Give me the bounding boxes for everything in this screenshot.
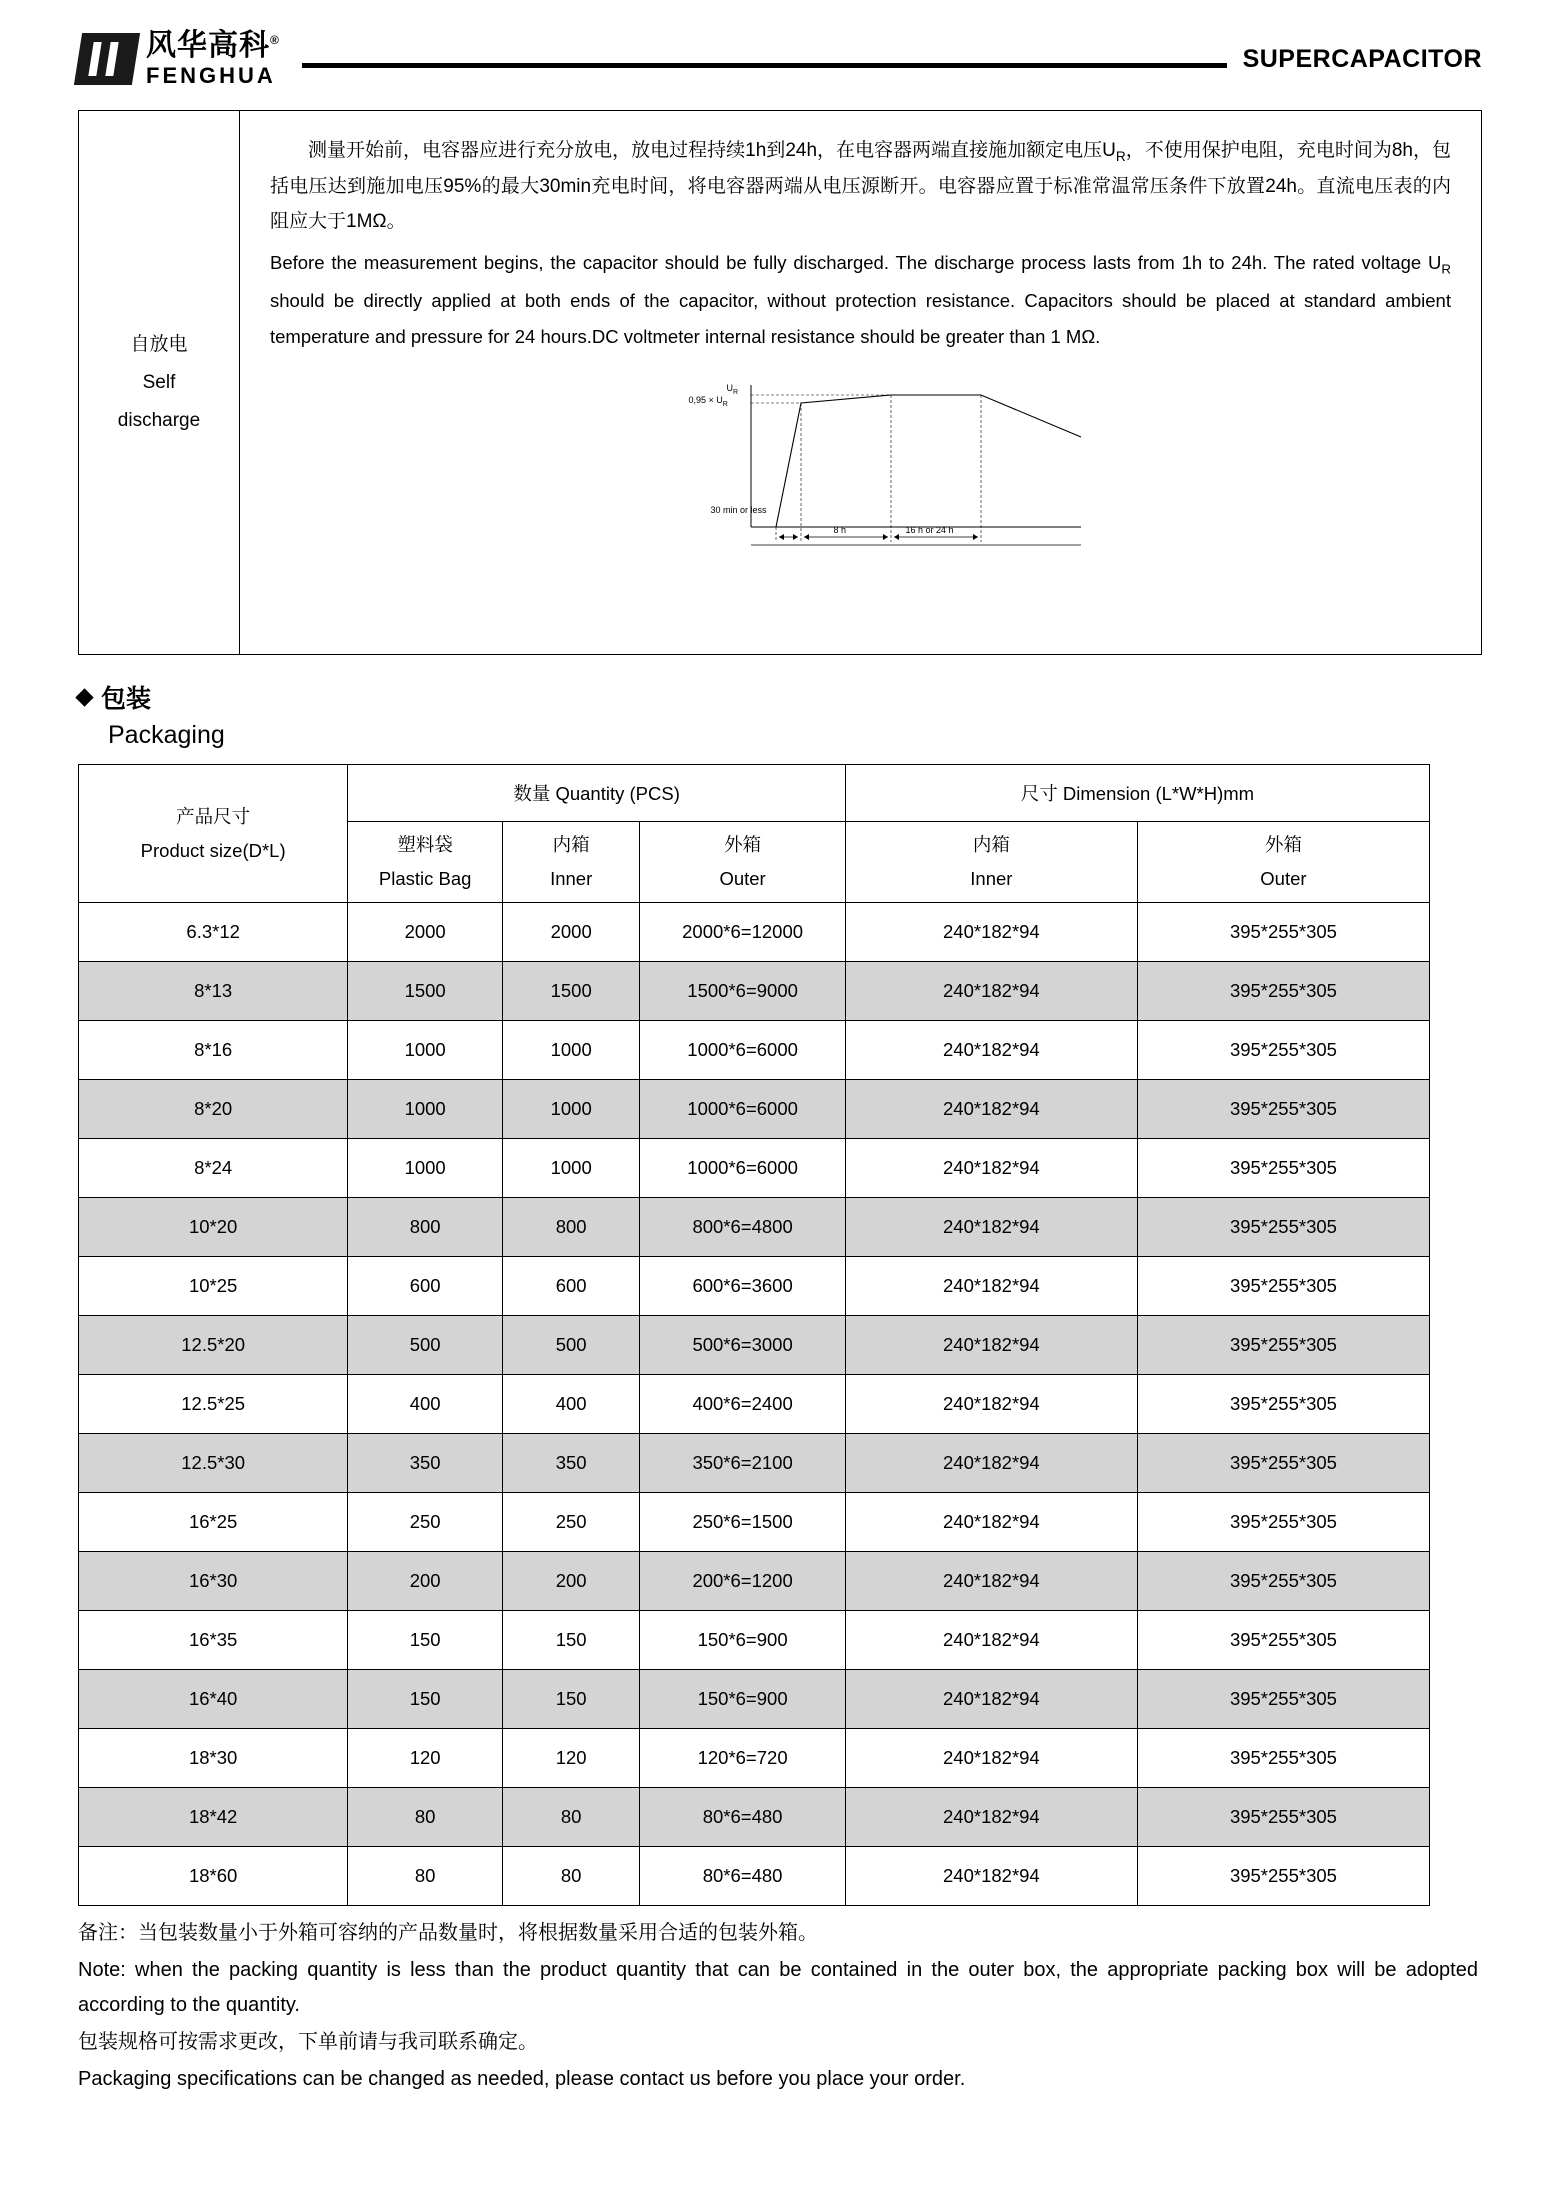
cell-qty-inner: 800: [502, 1198, 639, 1257]
cell-dim-outer: 395*255*305: [1137, 1375, 1429, 1434]
logo-english-name: FENGHUA: [146, 63, 276, 88]
header-dim-outer-en: Outer: [1260, 868, 1307, 890]
packaging-table: [78, 764, 1430, 1906]
cell-qty-plastic-bag: 200: [348, 1552, 503, 1611]
page-header: [78, 0, 1482, 96]
cell-qty-inner: 250: [502, 1493, 639, 1552]
header-qty-plastic-bag-cn: 塑料袋: [397, 834, 453, 855]
cell-qty-plastic-bag: 600: [348, 1257, 503, 1316]
cell-dim-inner: 240*182*94: [845, 1375, 1137, 1434]
cell-dim-outer: 395*255*305: [1137, 1139, 1429, 1198]
cell-qty-inner: 350: [502, 1434, 639, 1493]
table-row: [79, 1729, 1430, 1788]
table-row: [79, 1788, 1430, 1847]
cell-dim-inner: 240*182*94: [845, 1670, 1137, 1729]
notes-section: [78, 1916, 1478, 2097]
cell-qty-outer: 250*6=1500: [640, 1493, 846, 1552]
cell-dim-outer: 395*255*305: [1137, 1316, 1429, 1375]
cell-qty-outer: 1000*6=6000: [640, 1021, 846, 1080]
cell-qty-inner: 150: [502, 1611, 639, 1670]
header-divider: [302, 63, 1227, 68]
table-row: [79, 1139, 1430, 1198]
cell-qty-plastic-bag: 120: [348, 1729, 503, 1788]
cell-product-size: 12.5*20: [79, 1316, 348, 1375]
cell-qty-plastic-bag: 250: [348, 1493, 503, 1552]
self-discharge-content: [240, 111, 1481, 654]
cell-qty-outer: 500*6=3000: [640, 1316, 846, 1375]
cell-qty-plastic-bag: 1500: [348, 962, 503, 1021]
cell-qty-plastic-bag: 1000: [348, 1080, 503, 1139]
header-qty-inner-en: Inner: [550, 868, 593, 890]
cell-product-size: 16*25: [79, 1493, 348, 1552]
sd-cn-part1: 测量开始前，电容器应进行充分放电，放电过程持续1h到24h，在电容器两端直接施加额定电压U: [308, 140, 1116, 161]
cell-qty-outer: 150*6=900: [640, 1611, 846, 1670]
cell-qty-outer: 80*6=480: [640, 1847, 846, 1906]
cell-qty-outer: 80*6=480: [640, 1788, 846, 1847]
header-dim-outer-cn: 外箱: [1264, 834, 1302, 855]
cell-qty-inner: 1500: [502, 962, 639, 1021]
table-row: [79, 1021, 1430, 1080]
cell-qty-outer: 120*6=720: [640, 1729, 846, 1788]
sd-en-sub: R: [1441, 262, 1451, 278]
cell-dim-inner: 240*182*94: [845, 1493, 1137, 1552]
cell-qty-outer: 600*6=3600: [640, 1257, 846, 1316]
header-qty-outer-en: Outer: [719, 868, 766, 890]
note-2-en: Packaging specifications can be changed as needed, please contact us before you place your order.: [78, 2068, 966, 2091]
cell-dim-inner: 240*182*94: [845, 1434, 1137, 1493]
self-discharge-chart-svg: [688, 377, 1111, 562]
cell-dim-outer: 395*255*305: [1137, 1788, 1429, 1847]
sd-en-part1: Before the measurement begins, the capacitor should be fully discharged. The discharge process lasts from 1h to 24h. The rated voltage U: [270, 252, 1442, 274]
cell-qty-outer: 1000*6=6000: [640, 1080, 846, 1139]
header-title: SUPERCAPACITOR: [1242, 44, 1482, 73]
self-discharge-section: [78, 110, 1482, 655]
note-2-cn: 包装规格可按需求更改，下单前请与我司联系确定。: [78, 2031, 538, 2054]
table-row: [79, 903, 1430, 962]
cell-dim-inner: 240*182*94: [845, 1257, 1137, 1316]
cell-qty-inner: 1000: [502, 1080, 639, 1139]
cell-dim-inner: 240*182*94: [845, 1198, 1137, 1257]
cell-qty-plastic-bag: 150: [348, 1611, 503, 1670]
cell-product-size: 12.5*25: [79, 1375, 348, 1434]
cell-dim-outer: 395*255*305: [1137, 1198, 1429, 1257]
cell-qty-inner: 200: [502, 1552, 639, 1611]
table-row: [79, 1080, 1430, 1139]
cell-product-size: 12.5*30: [79, 1434, 348, 1493]
table-row: [79, 1847, 1430, 1906]
cell-dim-outer: 395*255*305: [1137, 962, 1429, 1021]
cell-product-size: 8*20: [79, 1080, 348, 1139]
cell-dim-outer: 395*255*305: [1137, 1670, 1429, 1729]
cell-qty-plastic-bag: 400: [348, 1375, 503, 1434]
cell-qty-plastic-bag: 2000: [348, 903, 503, 962]
cell-dim-inner: 240*182*94: [845, 1552, 1137, 1611]
table-row: [79, 1257, 1430, 1316]
cell-product-size: 16*35: [79, 1611, 348, 1670]
cell-qty-inner: 600: [502, 1257, 639, 1316]
cell-dim-inner: 240*182*94: [845, 1729, 1137, 1788]
cell-product-size: 6.3*12: [79, 903, 348, 962]
table-row: [79, 1434, 1430, 1493]
cell-dim-inner: 240*182*94: [845, 1611, 1137, 1670]
cell-dim-inner: 240*182*94: [845, 1139, 1137, 1198]
cell-qty-inner: 150: [502, 1670, 639, 1729]
header-qty-outer-cn: 外箱: [724, 834, 762, 855]
cell-qty-outer: 150*6=900: [640, 1670, 846, 1729]
cell-qty-outer: 400*6=2400: [640, 1375, 846, 1434]
self-discharge-label: [79, 111, 240, 654]
header-dim-inner-en: Inner: [970, 868, 1013, 890]
cell-product-size: 18*42: [79, 1788, 348, 1847]
table-row: [79, 1316, 1430, 1375]
cell-dim-outer: 395*255*305: [1137, 1847, 1429, 1906]
company-logo: [78, 31, 280, 87]
header-dim-inner-cn: 内箱: [972, 834, 1010, 855]
cell-dim-outer: 395*255*305: [1137, 1611, 1429, 1670]
sd-en-part2: should be directly applied at both ends of the capacitor, without protection resistance. Capacitors should be placed at standard ambient temperature and pressure for 24 hours.DC voltmeter internal resistance should be greater than 1 MΩ.: [270, 290, 1451, 348]
cell-qty-outer: 2000*6=12000: [640, 903, 846, 962]
cell-dim-outer: 395*255*305: [1137, 1434, 1429, 1493]
header-product-size-en: Product size(D*L): [140, 839, 286, 861]
header-quantity: 数量 Quantity (PCS): [348, 765, 846, 822]
cell-dim-outer: 395*255*305: [1137, 1552, 1429, 1611]
cell-product-size: 18*60: [79, 1847, 348, 1906]
cell-qty-inner: 500: [502, 1316, 639, 1375]
sd-cn-part2: ，不使用保护电阻，充电时间为8h，包括电压达到施加电压95%的最大30min充电时间，将电容器两端从电压源断开。电容器应置于标准常温常压条件下放置24h。直流电压表的内阻应大于1MΩ。: [270, 140, 1451, 233]
cell-qty-plastic-bag: 1000: [348, 1139, 503, 1198]
cell-qty-plastic-bag: 150: [348, 1670, 503, 1729]
header-qty-inner-cn: 内箱: [552, 834, 590, 855]
cell-qty-plastic-bag: 80: [348, 1788, 503, 1847]
note-1-en: Note: when the packing quantity is less than the product quantity that can be contained in the outer box, the appropriate packing box will be adopted according to the quantity.: [78, 1959, 1478, 2017]
cell-dim-inner: 240*182*94: [845, 1788, 1137, 1847]
header-product-size-cn: 产品尺寸: [176, 805, 251, 827]
self-discharge-graph: [688, 377, 1111, 562]
graph-y-label-095ur: $0,95 \times U_R$: [688, 395, 728, 408]
table-row: [79, 1375, 1430, 1434]
cell-qty-plastic-bag: 500: [348, 1316, 503, 1375]
diamond-bullet-icon: [75, 688, 93, 706]
logo-chinese-name: 风华高科®: [146, 29, 280, 62]
fenghua-logo-icon: [74, 33, 140, 85]
self-discharge-paragraph-cn: [270, 133, 1451, 239]
cell-qty-plastic-bag: 350: [348, 1434, 503, 1493]
packaging-heading-en: Packaging: [108, 721, 225, 749]
table-row: [79, 962, 1430, 1021]
packaging-heading: [78, 679, 1482, 750]
graph-x-label-left: 30 min or less: [710, 505, 767, 516]
cell-dim-outer: 395*255*305: [1137, 1493, 1429, 1552]
table-row: [79, 1493, 1430, 1552]
packaging-heading-cn: 包装: [78, 679, 1482, 715]
logo-text: [146, 31, 280, 87]
graph-y-label-ur: $U_R$: [726, 383, 739, 396]
header-qty-outer: [640, 822, 846, 903]
graph-x-label-right: 16 h or 24 h: [905, 525, 954, 536]
cell-product-size: 16*30: [79, 1552, 348, 1611]
table-row: [79, 1670, 1430, 1729]
cell-dim-inner: 240*182*94: [845, 962, 1137, 1021]
cell-qty-plastic-bag: 800: [348, 1198, 503, 1257]
cell-qty-inner: 2000: [502, 903, 639, 962]
packaging-table-head: [79, 765, 1430, 903]
self-discharge-label-en-2: discharge: [117, 409, 201, 431]
header-qty-plastic-bag-en: Plastic Bag: [378, 868, 472, 890]
cell-product-size: 8*13: [79, 962, 348, 1021]
cell-product-size: 18*30: [79, 1729, 348, 1788]
header-dimension: 尺寸 Dimension (L*W*H)mm: [845, 765, 1429, 822]
cell-dim-outer: 395*255*305: [1137, 1257, 1429, 1316]
cell-dim-outer: 395*255*305: [1137, 1080, 1429, 1139]
self-discharge-label-cn: 自放电: [130, 333, 188, 355]
table-header-row-group: [79, 765, 1430, 822]
registered-trademark-icon: ®: [270, 33, 280, 47]
table-row: [79, 1611, 1430, 1670]
cell-qty-inner: 1000: [502, 1021, 639, 1080]
cell-qty-inner: 400: [502, 1375, 639, 1434]
header-product-size: [79, 765, 348, 903]
cell-product-size: 10*20: [79, 1198, 348, 1257]
header-dim-outer: [1137, 822, 1429, 903]
cell-qty-inner: 80: [502, 1788, 639, 1847]
cell-dim-inner: 240*182*94: [845, 1316, 1137, 1375]
table-row: [79, 1552, 1430, 1611]
header-qty-inner: [502, 822, 639, 903]
graph-x-label-mid: 8 h: [833, 525, 847, 536]
self-discharge-paragraph-en: [270, 245, 1451, 355]
cell-dim-inner: 240*182*94: [845, 1021, 1137, 1080]
cell-dim-outer: 395*255*305: [1137, 903, 1429, 962]
cell-qty-plastic-bag: 80: [348, 1847, 503, 1906]
cell-dim-inner: 240*182*94: [845, 1847, 1137, 1906]
cell-product-size: 8*16: [79, 1021, 348, 1080]
header-qty-plastic-bag: [348, 822, 503, 903]
cell-qty-outer: 1500*6=9000: [640, 962, 846, 1021]
cell-dim-inner: 240*182*94: [845, 903, 1137, 962]
cell-dim-outer: 395*255*305: [1137, 1021, 1429, 1080]
cell-qty-outer: 1000*6=6000: [640, 1139, 846, 1198]
cell-qty-plastic-bag: 1000: [348, 1021, 503, 1080]
table-row: [79, 1198, 1430, 1257]
note-1-cn: 备注：当包装数量小于外箱可容纳的产品数量时，将根据数量采用合适的包装外箱。: [78, 1922, 818, 1945]
cell-product-size: 8*24: [79, 1139, 348, 1198]
cell-qty-outer: 800*6=4800: [640, 1198, 846, 1257]
packaging-table-body: [79, 903, 1430, 1906]
cell-dim-outer: 395*255*305: [1137, 1729, 1429, 1788]
self-discharge-label-en-1: Self: [142, 371, 176, 393]
cell-product-size: 16*40: [79, 1670, 348, 1729]
cell-product-size: 10*25: [79, 1257, 348, 1316]
cell-qty-outer: 200*6=1200: [640, 1552, 846, 1611]
cell-qty-inner: 80: [502, 1847, 639, 1906]
cell-qty-inner: 1000: [502, 1139, 639, 1198]
cell-qty-inner: 120: [502, 1729, 639, 1788]
cell-qty-outer: 350*6=2100: [640, 1434, 846, 1493]
cell-dim-inner: 240*182*94: [845, 1080, 1137, 1139]
sd-cn-sub: R: [1115, 148, 1126, 164]
header-dim-inner: [845, 822, 1137, 903]
